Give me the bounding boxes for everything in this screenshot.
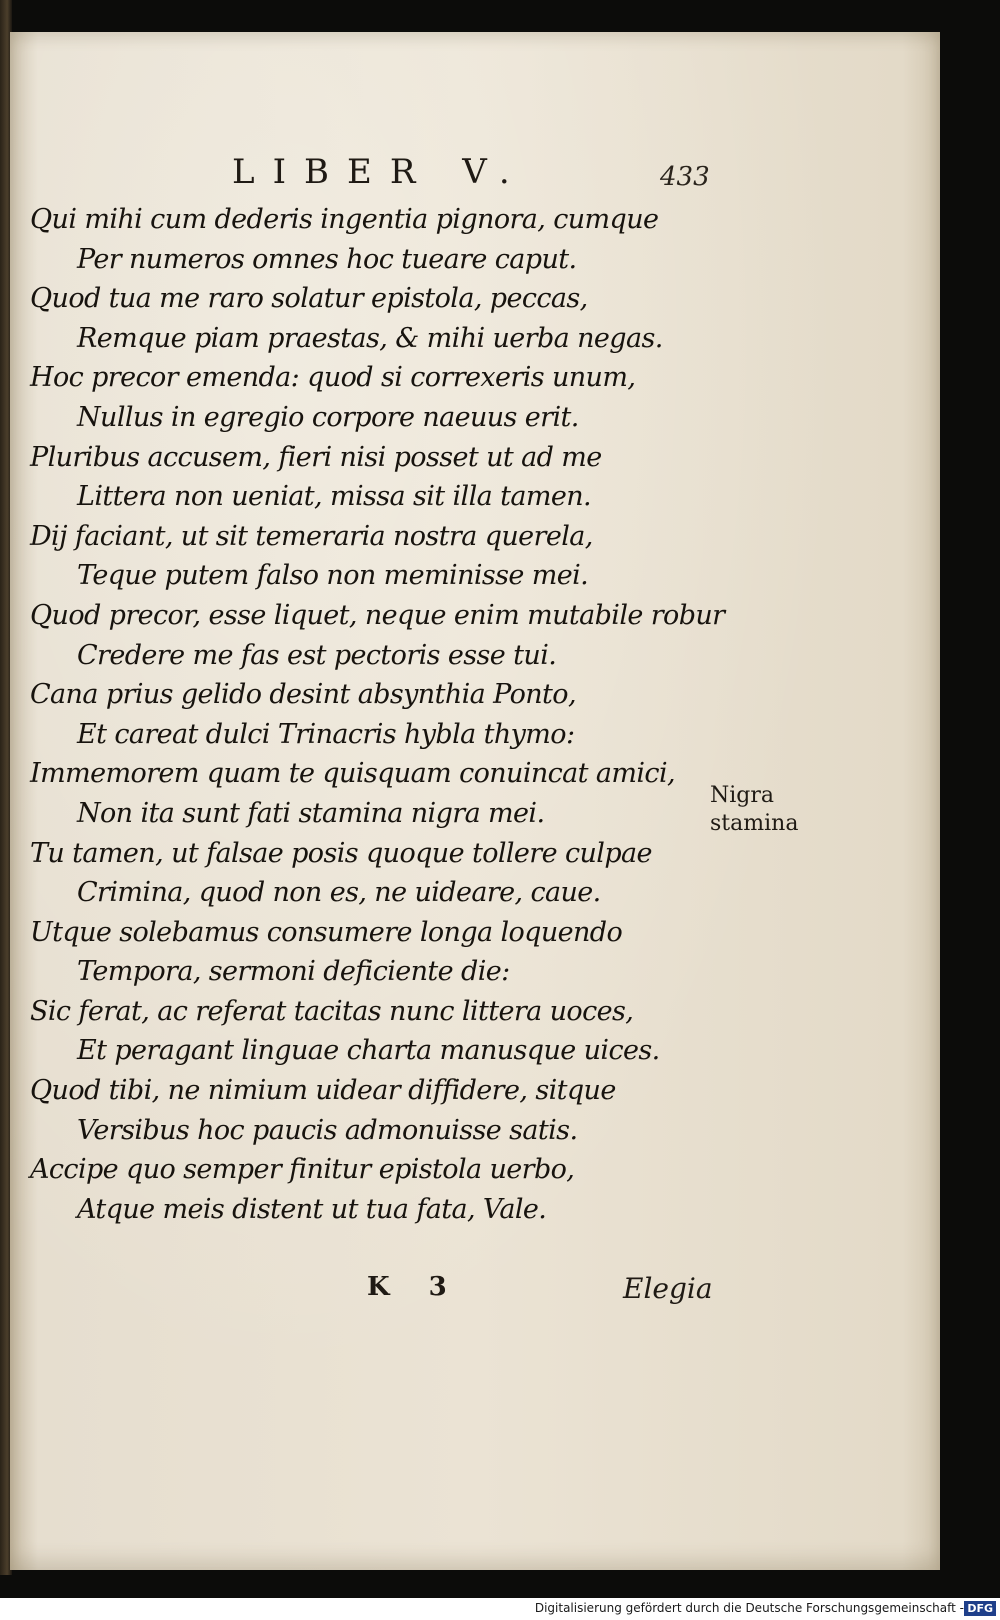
dfg-logo: DFG <box>964 1601 996 1616</box>
verse-line: Dij faciant, ut sit temeraria nostra querela, <box>30 520 593 552</box>
verse-line: Et careat dulci Trinacris hybla thymo: <box>77 718 575 750</box>
running-head: LIBER V. <box>232 152 528 192</box>
verse-line: Remque piam praestas, & mihi uerba negas. <box>77 322 663 354</box>
book-page <box>10 32 940 1570</box>
verse-line: Sic ferat, ac referat tacitas nunc littera uoces, <box>30 995 634 1027</box>
signature-mark: K 3 <box>367 1272 447 1302</box>
verse-line: Atque meis distent ut tua fata, Vale. <box>77 1193 547 1225</box>
verse-line: Versibus hoc paucis admonuisse satis. <box>77 1114 578 1146</box>
page-number: 433 <box>660 162 710 192</box>
verse-line: Credere me fas est pectoris esse tui. <box>77 639 557 671</box>
verse-line: Qui mihi cum dederis ingentia pignora, cumque <box>30 204 659 235</box>
verse-line: Tu tamen, ut falsae posis quoque tollere culpae <box>30 837 652 869</box>
verse-line: Teque putem falso non meminisse mei. <box>77 560 589 592</box>
verse-line: Accipe quo semper finitur epistola uerbo, <box>30 1154 575 1186</box>
verse-line: Tempora, sermoni deficiente die: <box>77 956 510 988</box>
marginal-note <box>710 782 798 838</box>
verse-line: Crimina, quod non es, ne uideare, caue. <box>77 877 601 909</box>
funding-credit: Digitalisierung gefördert durch die Deutsche Forschungsgemeinschaft - <box>534 1601 964 1615</box>
catchword: Elegia <box>623 1272 713 1305</box>
verse-line: Pluribus accusem, fieri nisi posset ut ad me <box>30 441 602 473</box>
verse-line: Per numeros omnes hoc tueare caput. <box>77 243 577 275</box>
verse-line: Quod precor, esse liquet, neque enim mutabile robur <box>30 599 725 631</box>
marginal-note-line: stamina <box>710 811 799 836</box>
verse-line: Immemorem quam te quisquam conuincat amici, <box>30 758 675 790</box>
verse-line: Quod tua me raro solatur epistola, peccas, <box>30 283 588 315</box>
verse-line: Cana prius gelido desint absynthia Ponto, <box>30 679 576 711</box>
verse-line: Non ita sunt fati stamina nigra mei. <box>77 797 545 829</box>
verse-line: Littera non ueniat, missa sit illa tamen. <box>77 481 591 513</box>
footer-bar <box>0 1598 1000 1620</box>
verse-line: Utque solebamus consumere longa loquendo <box>30 916 623 948</box>
verse-line: Nullus in egregio corpore naeuus erit. <box>77 401 579 433</box>
verse-line: Et peragant linguae charta manusque uices. <box>77 1035 660 1067</box>
verse-block <box>30 200 725 1229</box>
verse-line: Hoc precor emenda: quod si correxeris unum, <box>30 362 636 394</box>
verse-line: Quod tibi, ne nimium uidear diffidere, sitque <box>30 1075 616 1107</box>
marginal-note-line: Nigra <box>710 783 775 808</box>
